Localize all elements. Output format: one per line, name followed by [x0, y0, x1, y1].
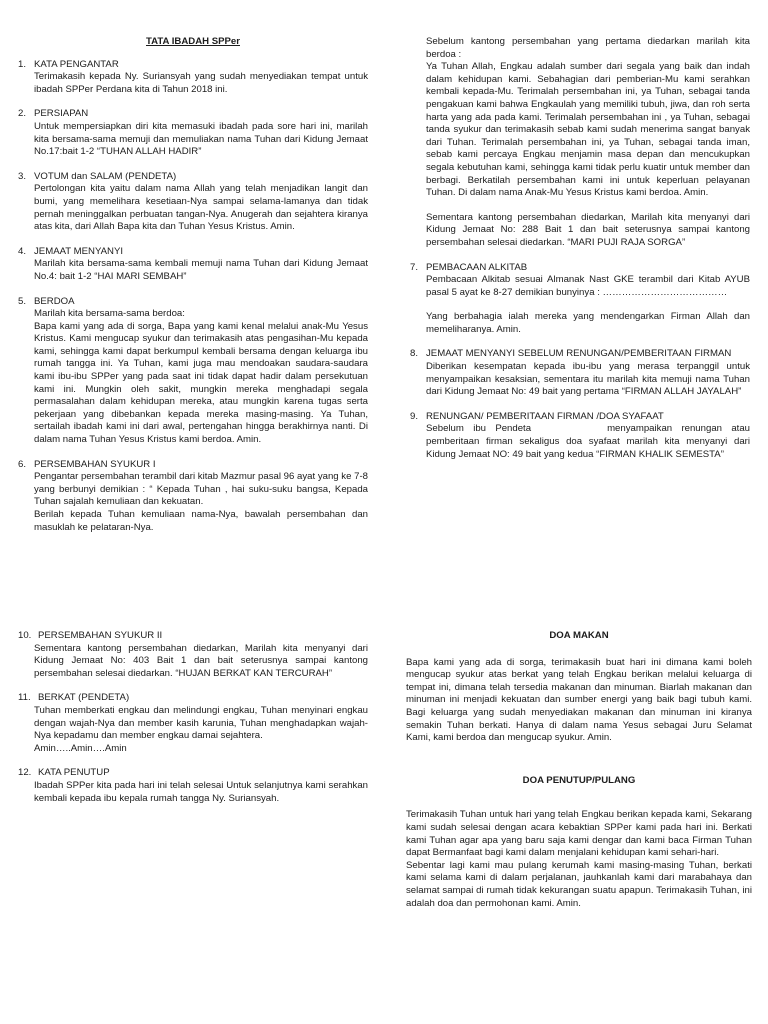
item-text	[426, 423, 750, 461]
item-heading: BERDOA	[34, 295, 75, 307]
item-text: Berilah kepada Tuhan kemuliaan nama-Nya, bawalah persembahan dan masuklah ke pelataran-Nya.	[34, 509, 368, 533]
item-text: Tuhan memberkati engkau dan melindungi engkau, Tuhan menyinari engkau dengan wajah-Nya dan member kasih karunia, Tuhan menghadapkan wajah-Nya kepadamu dan member engkau damai sejahtera.	[34, 704, 368, 742]
item-text: Sementara kantong persembahan diedarkan, Marilah kita menyanyi dari Kidung Jemaat No: 403 Bait 1 dan bait seterusnya sampai kantong persembahan selesai diedarkan. “HUJAN BERKAT KAN TERCURAH”	[34, 642, 368, 679]
item-2	[18, 108, 368, 158]
offering-intro: Sebelum kantong persembahan yang pertama diedarkan marilah kita berdoa :	[426, 36, 750, 60]
item-text: Ibadah SPPer kita pada hari ini telah selesai Untuk selanjutnya kami serahkan kembali kepada ibu kepala rumah tangga Ny. Suriansyah.	[34, 779, 368, 804]
item-number: 1.	[18, 58, 27, 70]
item-number: 6.	[18, 458, 27, 470]
item-8	[410, 348, 750, 398]
doa-makan-title: DOA MAKAN	[549, 630, 609, 641]
left-column-top	[18, 36, 368, 534]
offering-song: Sementara kantong persembahan diedarkan, Marilah kita menyanyi dari Kidung Jemaat No: 288 Bait 1 dan bait seterusnya sampai kantong persembahan selesai diedarkan. “MARI PUJI RAJA SORGA”	[426, 211, 750, 248]
item-3	[18, 171, 368, 234]
item-text: Terimakasih kepada Ny. Suriansyah yang sudah menyediakan tempat untuk ibadah SPPer Perdana kita di Tahun 2018 ini.	[34, 71, 368, 95]
doa-penutup-text: Terimakasih Tuhan untuk hari yang telah Engkau berikan kepada kami, Sekarang kami sudah selesai dengan acara kebaktian SPPer kami pada hari ini. Berkati kami Tuhan agar apa yang baru saja kami dengar dan kami baca Firman Tuhan dapat Bermanfaat bagi kami dalam menjalani kehidupan kami sehari-hari.	[406, 809, 752, 859]
item-text: Amin…..Amin….Amin	[34, 742, 127, 754]
item-number: 12.	[18, 767, 32, 779]
item-number: 3.	[18, 170, 27, 182]
item-heading: BERKAT (PENDETA)	[38, 692, 130, 704]
item-6	[18, 459, 368, 535]
item-number: 4.	[18, 245, 27, 257]
item-number: 2.	[18, 108, 27, 120]
item-text: Pengantar persembahan terambil dari kitab Mazmur pasal 96 ayat yang ke 7-8 yang berbunyi demikian : “ Kepada Tuhan , hai suku-suku bangsa, Kepada Tuhan sajalah kemuliaan dan kekuatan.	[34, 471, 368, 508]
item-7	[410, 262, 750, 337]
item-heading: PEMBACAAN ALKITAB	[426, 261, 528, 273]
doa-makan-text: Bapa kami yang ada di sorga, terimakasih buat hari ini dimana kami boleh mengucap syukur atas berkat yang telah Engkau berikan melalui keluarga di tempat ini, dimana telah tersedia makanan dan minuman. Biarlah makanan dan minuman ini menjadi kekuatan dan sumber energi yang baik bagi tubuh kami. Bagi keluarga yang sudah menyediakan makanan dan minuman ini kiranya semakin Tuhan berkati. Hanya di dalam nama Yesus sebagai Juru Selamat Kami, kami berdoa dan mengucap syukur. Amin.	[406, 656, 752, 744]
item-heading: JEMAAT MENYANYI	[34, 245, 124, 257]
item-text-part: menyampaikan renungan atau pemberitaan firman sekaligus doa syafaat marilah kita menyanyi dari Kidung Jemaat NO: 49 bait yang kedua “FIRMAN KHALIK SEMESTA”	[426, 423, 750, 460]
item-number: 10.	[18, 630, 32, 641]
item-text: Pertolongan kita yaitu dalam nama Allah yang telah menjadikan langit dan bumi, yang memelihara kesetiaan-Nya sampai selama-lamanya dan tidak pernah meninggalkan perbuatan tangan-Nya. Anugerah dan sejahtera kiranya atas kita, dari Allah Bapa kita dan Tuhan Yesus Kristus. Amin.	[34, 183, 368, 233]
item-text: Yang berbahagia ialah mereka yang mendengarkan Firman Allah dan memeliharanya. Amin.	[426, 311, 750, 335]
item-text: Marilah kita bersama-sama berdoa:	[34, 308, 185, 320]
item-heading: PERSIAPAN	[34, 108, 89, 120]
item-12	[18, 767, 368, 805]
doa-penutup-text: Sebentar lagi kami mau pulang kerumah kami masing-masing Tuhan, berkati kami selama kami di dalam perjalanan, jauhkanlah kami dari marabahaya dan selamat sampai di rumah tidak kekurangan suatu apapun. Terimakasih Tuhan, ini adalah doa dan permohonan kami. Amin.	[406, 859, 752, 909]
item-10	[18, 630, 368, 680]
item-heading: KATA PENUTUP	[38, 767, 110, 779]
item-number: 11.	[18, 692, 31, 704]
item-heading: VOTUM dan SALAM (PENDETA)	[34, 170, 177, 182]
item-text: Untuk mempersiapkan diri kita memasuki ibadah pada sore hari ini, marilah kita bersama-sama memuji dan memuliakan nama Tuhan dari Kidung Jemaat No.17:bait 1-2 “TUHAN ALLAH HADIR”	[34, 120, 368, 158]
item-heading: RENUNGAN/ PEMBERITAAN FIRMAN /DOA SYAFAAT	[426, 410, 664, 422]
item-heading: PERSEMBAHAN SYUKUR I	[34, 458, 156, 470]
document-title: TATA IBADAH SPPer	[146, 36, 240, 47]
right-column-bottom	[406, 630, 752, 910]
item-text: Bapa kami yang ada di sorga, Bapa yang kami kenal melalui anak-Mu Yesus Kristus. Kami mengucap syukur dan terimakasih atas pengasihan-Mu kepada kami, sehingga kami dapat berkumpul kembali bersama dengan keluarga ibu rumah tangga ini. Ya Tuhan, kami juga mau mendoakan saudara-saudara kami ibu-ibu SPPer yang pada saat ini tidak dapat hadir dalam persekutuan kami ini. Mungkin oleh sakit, mungkin mereka menghadapi segala permasalahan dalam kehidupan mereka, atau mungkin karena tugas serta pekerjaan yang dibebankan kepada mereka masing-masing. Ya Tuhan, sertailah ibadah kami ini dari awal, pertengahan hingga berakhirnya nanti. Di dalam nama Tuhan Yesus Kristus kami berdoa. Amin.	[34, 320, 368, 446]
item-text-part: Sebelum ibu Pendeta	[426, 423, 532, 435]
item-heading: KATA PENGANTAR	[34, 58, 119, 70]
item-5	[18, 296, 368, 447]
item-9	[410, 411, 750, 461]
item-number: 8.	[410, 348, 419, 360]
doa-penutup-title: DOA PENUTUP/PULANG	[522, 774, 636, 786]
item-4	[18, 246, 368, 284]
item-number: 9.	[410, 410, 419, 422]
item-heading: PERSEMBAHAN SYUKUR II	[38, 630, 163, 641]
item-text: Diberikan kesempatan kepada ibu-ibu yang merasa terpanggil untuk menyampaikan kesaksian, sementara itu marilah kita memuji nama Tuhan dari Kidung Jemaat No: 49 bait yang pertama “FIRMAN ALLAH JAYALAH”	[426, 361, 750, 398]
item-text: Pembacaan Alkitab sesuai Almanak Nast GKE terambil dari Kitab AYUB pasal 5 ayat ke 8-27 demikian bunyinya : …………………………………	[426, 274, 750, 298]
offering-prayer: Ya Tuhan Allah, Engkau adalah sumber dari segala yang baik dan indah dalam kehidupan kami. Sebahagian dari pemberian-Mu kami serahkan kembali kepada-Mu. Terimalah persembahan ini, ya Tuhan, sebagai tanda pengakuan kami bahwa Engkaulah yang memiliki tubuh, jiwa, dan roh serta harta yang ada pada kami. Terimalah persembahan ini , ya Tuhan, sebagai tanda syukur dan terimakasih sebab kami sudah menerima sangat banyak dari Tuhan. Terimalah persembahan ini, ya Tuhan, sebagai tanda iman, sebab kami percaya Engkau menjamin masa depan dan mencukupkan segala kebutuhan kami, sehingga kami tidak perlu kuatir untuk member dan berbagi. Berkatilah persembahan kami ini untuk keperluan pelayanan Tuhan. Di dalam nama Anak-Mu Yesus Kristus kami berdoa. Amin.	[426, 61, 750, 199]
left-column-bottom	[18, 630, 368, 805]
item-heading: JEMAAT MENYANYI SEBELUM RENUNGAN/PEMBERITAAN FIRMAN	[426, 348, 732, 360]
item-number: 5.	[18, 295, 27, 307]
right-column-top	[410, 36, 750, 461]
item-number: 7.	[410, 261, 419, 273]
item-1	[18, 59, 368, 97]
item-11	[18, 692, 368, 755]
item-text: Marilah kita bersama-sama kembali memuji nama Tuhan dari Kidung Jemaat No.4: bait 1-2 “HAI MARI SEMBAH”	[34, 258, 368, 282]
